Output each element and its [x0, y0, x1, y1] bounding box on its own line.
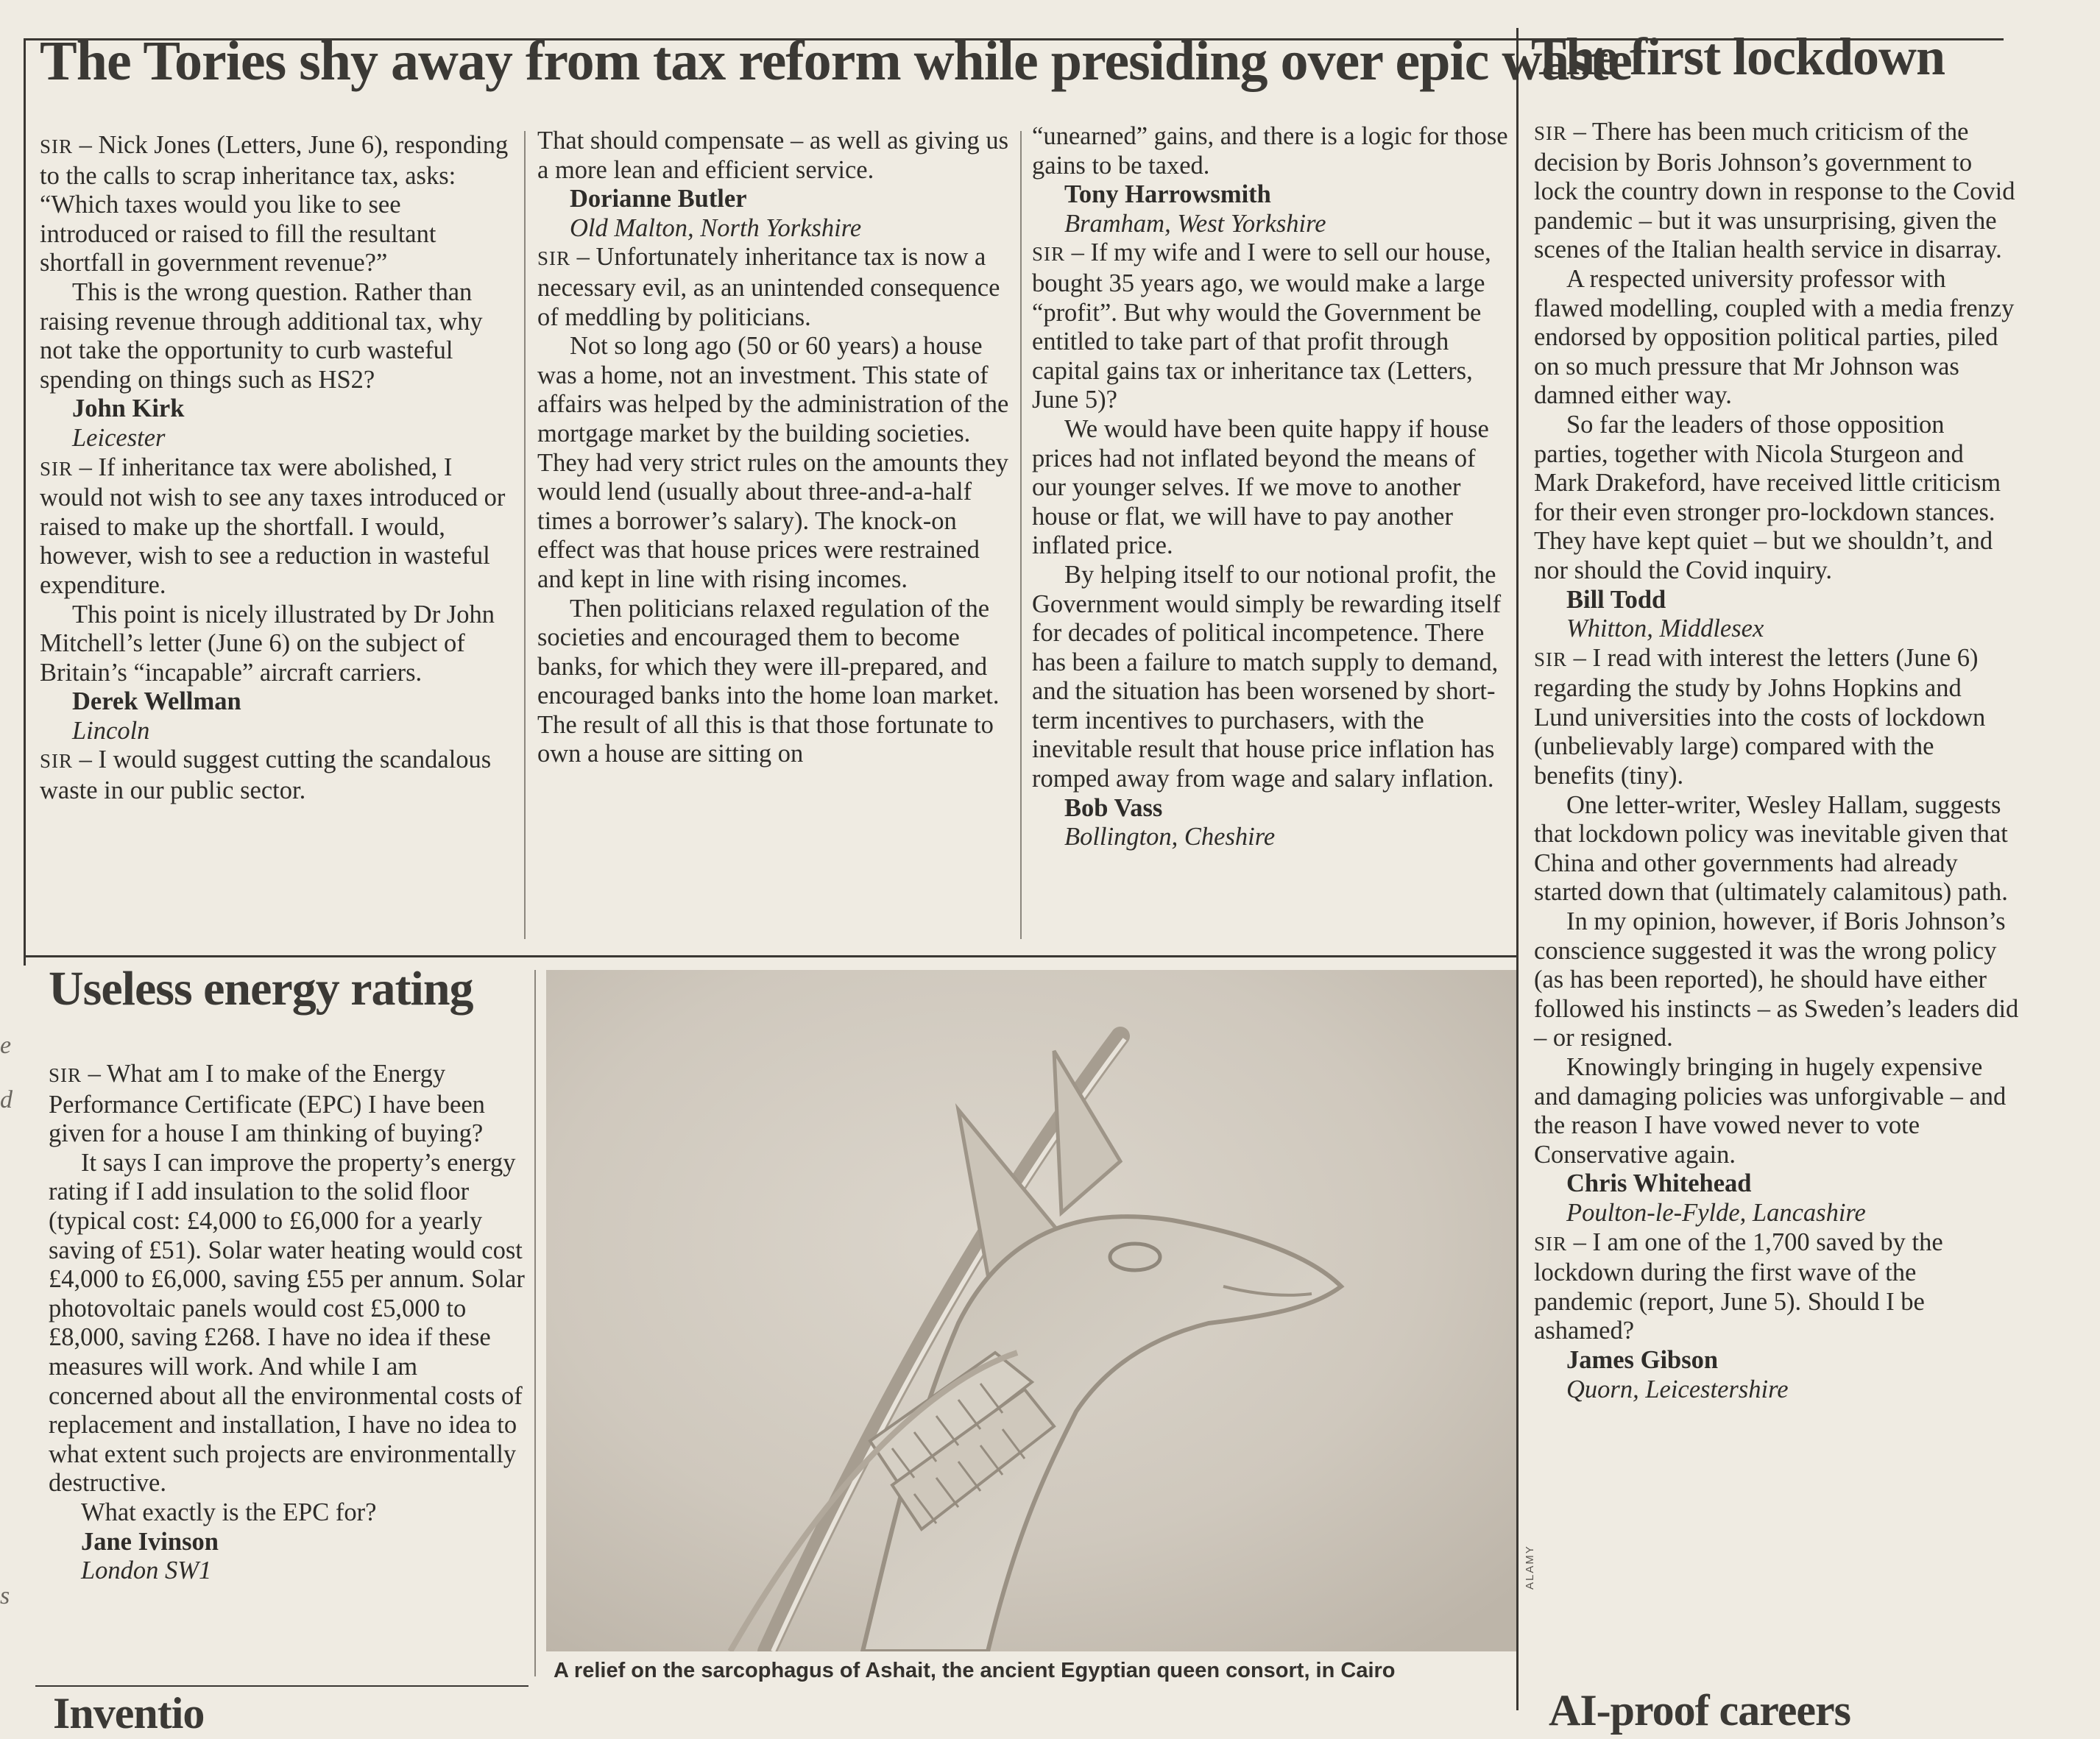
letter-opening: [1534, 1228, 2020, 1346]
letter-location: Leicester: [72, 423, 166, 452]
letter-paragraph: [1032, 561, 1510, 794]
bottom-rule: [35, 1685, 528, 1687]
letter-paragraph: [49, 1498, 527, 1528]
sir-salutation: SIR: [1534, 648, 1568, 670]
letters-column-1: [40, 131, 515, 806]
energy-letters-column: [49, 1060, 527, 1586]
letter-paragraph: [40, 601, 515, 688]
letter-text: This point is nicely illustrated by Dr John Mitchell’s letter (June 6) on the subject of Britain’s “incapable” aircraft carriers.: [40, 600, 495, 687]
letter-opening: [1032, 238, 1510, 415]
letter-text: – I am one of the 1,700 saved by the lockdown during the first wave of the pandemic (report, June 5). Should I be ashamed?: [1534, 1228, 1943, 1345]
letter-paragraph: [1032, 415, 1510, 561]
sir-salutation: SIR: [40, 457, 74, 480]
letter-paragraph: [537, 332, 1016, 594]
letter-opening: [1032, 122, 1510, 180]
letter-opening: [537, 243, 1016, 332]
letter-author: Jane Ivinson: [81, 1527, 219, 1556]
sir-salutation: SIR: [40, 135, 74, 157]
letter-opening: [1534, 644, 2020, 791]
letter-text: Then politicians relaxed regulation of the societies and encouraged them to become banks, for which they were ill-prepared, and encouraged banks into the home loan market. The result of all this is that those fortunate to own a house are sitting on: [537, 594, 1000, 768]
letter-text: This is the wrong question. Rather than raising revenue through additional tax, why not take the opportunity to curb wasteful spending on things such as HS2?: [40, 277, 483, 394]
letter-author: Dorianne Butler: [570, 185, 747, 213]
letter-author: Derek Wellman: [72, 687, 241, 716]
letter-opening: [40, 453, 515, 601]
left-rule: [24, 38, 26, 966]
section-divider: [24, 955, 1516, 957]
edge-text-fragment: s: [0, 1582, 10, 1609]
edge-text-fragment: e: [0, 1032, 12, 1059]
letter-location: Bramham, West Yorkshire: [1064, 209, 1326, 238]
letter-text: – Unfortunately inheritance tax is now a necessary evil, as an unintended consequence of meddling by politicians.: [537, 243, 1000, 331]
letter-opening: [40, 131, 515, 278]
letters-column-2: [537, 127, 1016, 769]
right-column-rule: [1516, 28, 1519, 1710]
photo-caption: A relief on the sarcophagus of Ashait, the ancient Egyptian queen consort, in Cairo: [554, 1659, 1396, 1682]
letter-text: Knowingly bringing in hugely expensive and damaging policies was unforgivable – and the reason I have vowed never to vote Conservative again.: [1534, 1053, 2007, 1169]
letter-text: – I would suggest cutting the scandalous waste in our public sector.: [40, 745, 492, 805]
letter-text: That should compensate – as well as giving us a more lean and efficient service.: [537, 127, 1009, 184]
cut-headline-left: Inventio: [53, 1689, 205, 1738]
jackal-relief-image: [546, 970, 1516, 1651]
sir-salutation: SIR: [49, 1064, 82, 1086]
main-headline: The Tories shy away from tax reform while presiding over epic waste: [40, 30, 1632, 92]
letter-text: We would have been quite happy if house prices had not inflated beyond the means of our younger selves. If we move to another house or flat, we will have to pay another inflated price.: [1032, 414, 1489, 560]
letter-paragraph: [537, 595, 1016, 770]
letter-author: Chris Whitehead: [1566, 1169, 1752, 1198]
letter-text: It says I can improve the property’s energy rating if I add insulation to the solid floor (typical cost: £4,000 to £6,000 for a yearly saving of £51). Solar water heating would cost £4,000 to £6,000, saving £55 per annum. Solar photovoltaic panels would cost £5,000 to £8,000, saving £268. I have no idea if these measures will work. And while I am concerned about all the environmental costs of replacement and installation, I have no idea to what extent such projects are environmentally destructive.: [49, 1148, 525, 1498]
column-separator: [1020, 131, 1022, 939]
letter-location: Poulton-le-Fylde, Lancashire: [1566, 1198, 1866, 1227]
letter-location: Whitton, Middlesex: [1566, 615, 1764, 643]
letter-text: – If my wife and I were to sell our house, bought 35 years ago, we would make a large “profit”. But why would the Government be entitled to take part of that profit through capital gains tax or inheritance tax (Letters, June 5)?: [1032, 238, 1491, 414]
lockdown-letters-column: [1534, 118, 2020, 1404]
egyptian-relief-photo: [546, 970, 1516, 1651]
cut-headline-careers: AI-proof careers: [1549, 1686, 1850, 1735]
letter-opening: [1534, 118, 2020, 265]
letter-paragraph: [40, 278, 515, 394]
letters-column-3: [1032, 122, 1510, 852]
letter-author: James Gibson: [1566, 1345, 1719, 1374]
letter-text: Not so long ago (50 or 60 years) a house was a home, not an investment. This state of affairs was helped by the administration of the mortgage market by the building societies. They had very strict rules on the amounts they would lend (usually about three-and-a-half times a borrower’s salary). The knock-on effect was that house prices were restrained and kept in line with rising incomes.: [537, 332, 1009, 593]
sir-salutation: SIR: [1534, 122, 1568, 144]
letter-opening: [40, 745, 515, 805]
energy-headline: Useless energy rating: [49, 962, 473, 1016]
letter-location: Bollington, Cheshire: [1064, 823, 1276, 851]
letter-text: By helping itself to our notional profit, the Government would simply be rewarding itself for decades of political incompetence. There has been a failure to match supply to demand, and the situation has been worsened by short-term incentives to purchasers, with the inevitable result that house price inflation has romped away from wage and salary inflation.: [1032, 560, 1502, 793]
letter-text: A respected university professor with flawed modelling, coupled with a media frenzy endorsed by opposition political parties, piled on so much pressure that Mr Johnson was damned either way.: [1534, 264, 2015, 410]
letter-author: Bob Vass: [1064, 793, 1163, 822]
column-separator: [524, 131, 526, 939]
letter-opening: [49, 1060, 527, 1149]
letter-text: – I read with interest the letters (June 6) regarding the study by Johns Hopkins and Lund universities into the costs of lockdown (unbelievably large) compared with the benefits (tiny).: [1534, 643, 1986, 790]
sir-salutation: SIR: [1534, 1232, 1568, 1255]
sir-salutation: SIR: [40, 750, 74, 773]
letter-paragraph: [1534, 791, 2020, 907]
letter-text: So far the leaders of those opposition parties, together with Nicola Sturgeon and Mark Drakeford, have received little criticism for their even stronger pro-lockdown stances. They have kept quiet – but we shouldn’t, and nor should the Covid inquiry.: [1534, 410, 2001, 584]
photo-credit: ALAMY: [1524, 1545, 1536, 1590]
letter-text: – If inheritance tax were abolished, I would not wish to see any taxes introduced or raised to make up the shortfall. I would, however, wish to see a reduction in wasteful expenditure.: [40, 453, 506, 599]
letter-location: Quorn, Leicestershire: [1566, 1375, 1789, 1403]
letter-author: Tony Harrowsmith: [1064, 180, 1271, 209]
letter-location: Lincoln: [72, 716, 150, 745]
letter-text: What exactly is the EPC for?: [81, 1498, 377, 1526]
letter-text: – There has been much criticism of the decision by Boris Johnson’s government to lock the country down in response to the Covid pandemic – but it was unsurprising, given the scenes of the Italian health service in disarray.: [1534, 118, 2015, 264]
letter-location: London SW1: [81, 1556, 212, 1585]
letter-paragraph: [1534, 1053, 2020, 1169]
letter-paragraph: [1534, 907, 2020, 1053]
letter-author: John Kirk: [72, 394, 185, 423]
letter-opening: [537, 127, 1016, 185]
letter-author: Bill Todd: [1566, 585, 1666, 614]
letter-paragraph: [49, 1149, 527, 1498]
letter-text: In my opinion, however, if Boris Johnson’s conscience suggested it was the wrong policy (as has been reported), he should have either followed his instincts – as Sweden’s leaders did – or resigned.: [1534, 907, 2019, 1052]
edge-text-fragment: d: [0, 1086, 13, 1113]
lockdown-headline: The first lockdown: [1531, 27, 1945, 86]
letter-paragraph: [1534, 411, 2020, 586]
sir-salutation: SIR: [537, 247, 571, 270]
sir-salutation: SIR: [1032, 243, 1066, 266]
letter-text: – What am I to make of the Energy Performance Certificate (EPC) I have been given for a house I am thinking of buying?: [49, 1060, 485, 1148]
letter-text: “unearned” gains, and there is a logic for those gains to be taxed.: [1032, 122, 1508, 180]
letter-text: – Nick Jones (Letters, June 6), responding to the calls to scrap inheritance tax, asks: “Which taxes would you like to see introduced or raised to fill the resultant shortfall in government revenue?”: [40, 131, 509, 277]
letter-location: Old Malton, North Yorkshire: [570, 213, 862, 242]
letter-text: One letter-writer, Wesley Hallam, suggests that lockdown policy was inevitable given that China and other governments had already started down that (ultimately calamitous) path.: [1534, 790, 2008, 907]
letter-paragraph: [1534, 265, 2020, 411]
column-separator: [534, 970, 536, 1676]
